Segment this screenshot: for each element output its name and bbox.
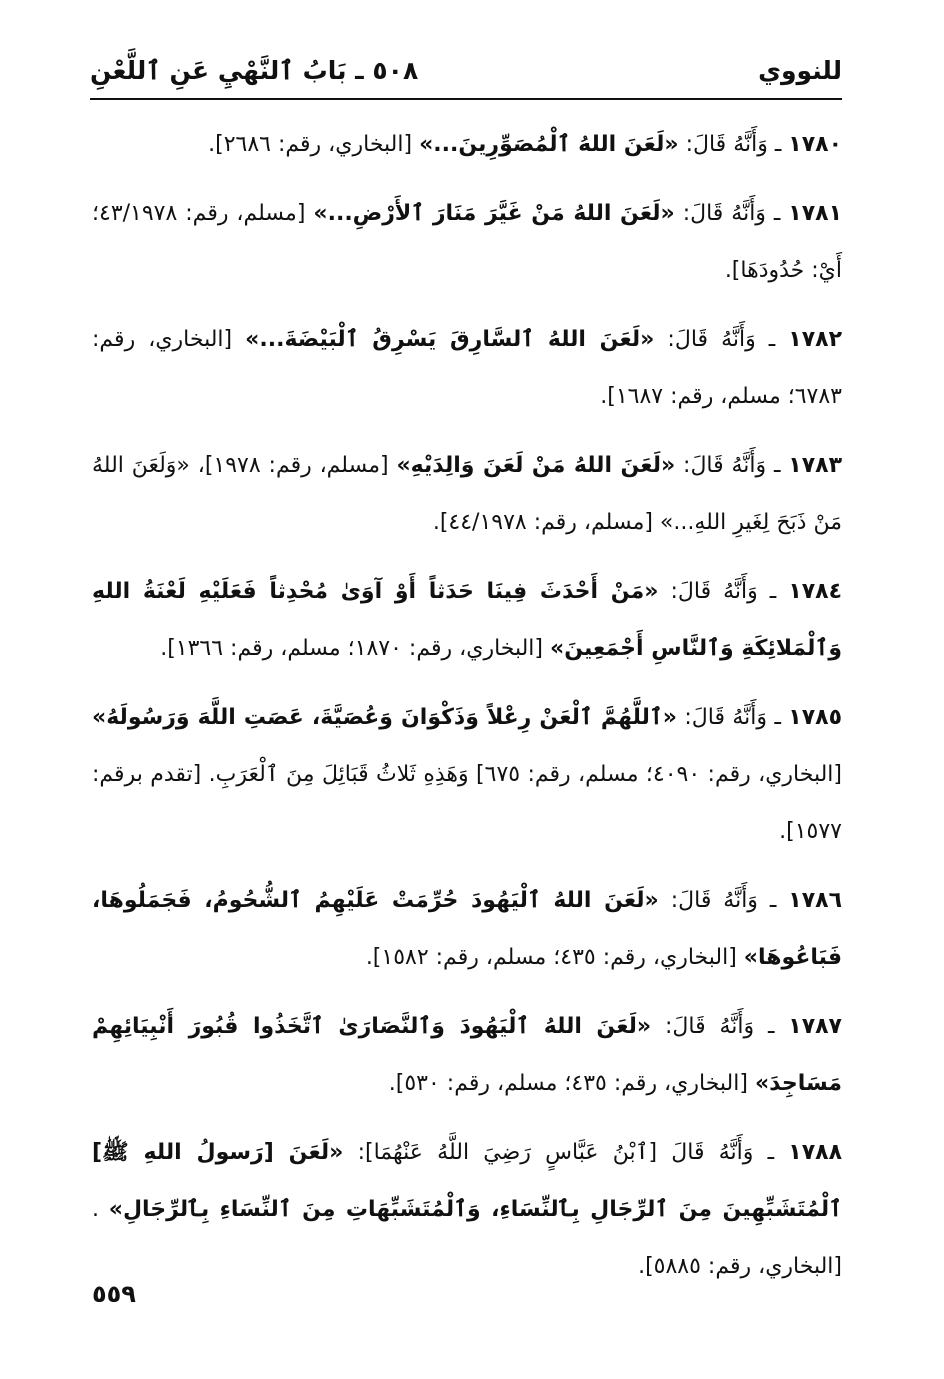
- hadith-reference: [البخاري، رقم: ٤٠٩٠؛ مسلم، رقم: ٦٧٥] وَهَذِهِ ثَلاثُ قَبَائِلَ مِنَ ٱلْعَرَبِ. [تقدم برقم: ١٥٧٧].: [92, 762, 842, 844]
- hadith-intro: ـ وَأَنَّهُ قَالَ:: [670, 888, 777, 913]
- hadith-entry-1783: [92, 437, 842, 551]
- hadith-reference: [مسلم، رقم: ١٩٧٨]، «وَلَعَنَ اللهُ مَنْ ذَبَحَ لِغَيرِ اللهِ...» [مسلم، رقم: ٤٤/١٩٧٨].: [92, 453, 842, 535]
- hadith-entry-1787: [92, 998, 842, 1112]
- hadith-number: ١٧٨٦: [788, 888, 842, 913]
- hadith-text: «مَنْ أَحْدَثَ فِينَا حَدَثاً أَوْ آوَىٰ مُحْدِثاً فَعَلَيْهِ لَعْنَةُ اللهِ وَٱلْمَلائِكَةِ وَٱلنَّاسِ أَجْمَعِينَ»: [92, 579, 842, 661]
- hadith-number: ١٧٨٧: [788, 1014, 842, 1039]
- hadith-entry-1781: [92, 185, 842, 299]
- hadith-reference: [البخاري، رقم: ١٨٧٠؛ مسلم، رقم: ١٣٦٦].: [160, 636, 544, 661]
- hadith-number: ١٧٨٣: [788, 453, 842, 478]
- hadith-intro: ـ وَأَنَّهُ قَالَ:: [685, 132, 782, 157]
- hadith-text: «لَعَنَ اللهُ مَنْ لَعَنَ وَالِدَيْهِ»: [396, 453, 676, 478]
- hadith-number: ١٧٨٠: [788, 132, 842, 157]
- hadith-number: ١٧٨٨: [788, 1140, 842, 1165]
- hadith-intro: ـ وَأَنَّهُ قَالَ:: [684, 705, 781, 730]
- hadith-entry-1788: [92, 1124, 842, 1295]
- hadith-text: «لَعَنَ اللهُ ٱلْمُصَوِّرِينَ...»: [419, 132, 679, 157]
- running-header: [90, 50, 842, 100]
- hadith-entry-1780: [92, 116, 842, 173]
- hadith-entry-1785: [92, 689, 842, 860]
- hadith-intro: ـ وَأَنَّهُ قَالَ:: [667, 327, 776, 352]
- hadith-reference: [البخاري، رقم: ٢٦٨٦].: [208, 132, 413, 157]
- hadith-intro: ـ وَأَنَّهُ قَالَ:: [670, 579, 777, 604]
- hadith-number: ١٧٨٢: [788, 327, 842, 352]
- hadith-reference: [البخاري، رقم: ٤٣٥؛ مسلم، رقم: ٥٣٠].: [388, 1071, 748, 1096]
- hadith-reference: [البخاري، رقم: ٤٣٥؛ مسلم، رقم: ١٥٨٢].: [365, 945, 737, 970]
- hadith-intro: ـ وَأَنَّهُ قَالَ:: [664, 1014, 775, 1039]
- hadith-intro: ـ وَأَنَّهُ قَالَ [ٱبْنُ عَبَّاسٍ رَضِيَ اللَّهُ عَنْهُمَا]:: [357, 1140, 775, 1165]
- hadith-entry-1784: [92, 563, 842, 677]
- hadith-reference: [مسلم، رقم: ٤٣/١٩٧٨؛ أَيْ: حُدُودَهَا].: [92, 201, 842, 283]
- hadith-intro: ـ وَأَنَّهُ قَالَ:: [682, 201, 781, 226]
- hadith-text: «لَعَنَ اللهُ مَنْ غَيَّرَ مَنَارَ ٱلأَرْضِ...»: [313, 201, 675, 226]
- hadith-number: ١٧٨١: [788, 201, 842, 226]
- header-author: للنووي: [758, 56, 842, 85]
- page-number: ٥٥٩: [92, 1280, 136, 1308]
- header-chapter-title: ٥٠٨ ـ بَابُ ٱلنَّهْيِ عَنِ ٱللَّعْنِ: [90, 56, 419, 85]
- hadith-text: «لَعَنَ [رَسولُ اللهِ ﷺ] ٱلْمُتَشَبِّهِينَ مِنَ ٱلرِّجَالِ بِٱلنِّسَاءِ، وَٱلْمُتَشَبِّهَاتِ مِنَ ٱلنِّسَاءِ بِٱلرِّجَالِ»: [92, 1140, 843, 1222]
- hadith-intro: ـ وَأَنَّهُ قَالَ:: [683, 453, 781, 478]
- hadith-entry-1782: [92, 311, 842, 425]
- hadith-text: «لَعَنَ اللهُ ٱلْيَهُودَ وَٱلنَّصَارَىٰ ٱتَّخَذُوا قُبُورَ أَنْبِيَائِهِمْ مَسَاجِدَ»: [92, 1014, 842, 1096]
- hadith-text: «لَعَنَ اللهُ ٱلسَّارِقَ يَسْرِقُ ٱلْبَيْضَةَ...»: [245, 327, 655, 352]
- hadith-reference: [البخاري، رقم: ٦٧٨٣؛ مسلم، رقم: ١٦٨٧].: [92, 327, 842, 409]
- hadith-entry-1786: [92, 872, 842, 986]
- hadith-number: ١٧٨٥: [788, 705, 843, 730]
- hadith-reference: . [البخاري، رقم: ٥٨٨٥].: [92, 1197, 842, 1279]
- hadith-text: «ٱللَّهُمَّ ٱلْعَنْ رِعْلاً وَذَكْوَانَ وَعُصَيَّةَ، عَصَتِ اللَّهَ وَرَسُولَهُ»: [92, 705, 677, 730]
- hadith-text: «لَعَنَ اللهُ ٱلْيَهُودَ حُرِّمَتْ عَلَيْهِمُ ٱلشُّحُومُ، فَجَمَلُوهَا، فَبَاعُوهَا»: [92, 888, 842, 970]
- hadith-number: ١٧٨٤: [788, 579, 843, 604]
- hadith-list: [92, 116, 842, 1307]
